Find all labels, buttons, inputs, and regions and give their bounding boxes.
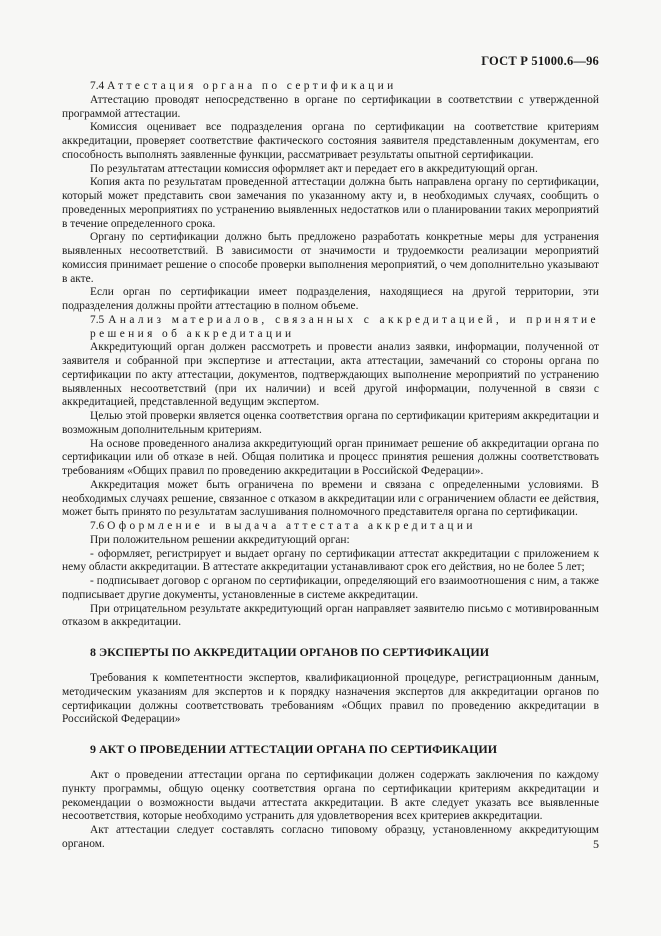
- paragraph: Аттестацию проводят непосредственно в органе по сертификации в соответствии с утвержденной программой аттестации.: [62, 93, 599, 120]
- paragraph: Если орган по сертификации имеет подразделения, находящиеся на другой территории, эти подразделения должны пройти аттестацию в полном объеме.: [62, 286, 599, 312]
- paragraph: Акт о проведении аттестации органа по сертификации должен содержать заключения по каждому пункту программы, общую оценку соответствия органа по сертификации критериям аккредитации и рекомендации о возможности выдачи аттестата аккредитации. В акте следует указать все выявленные несоответствия, которые необходимо устранить для удовлетворения всех критериев аккредитации.: [62, 769, 599, 823]
- subsection-title: Анализ материалов, связанных с аккредитацией, и принятие решения об аккредитации: [90, 313, 599, 340]
- page-number: 5: [593, 837, 599, 851]
- page-content: [62, 80, 599, 852]
- paragraph: Аккредитация может быть ограничена по времени и связана с определенными условиями. В необходимых случаях решение, связанное с отказом в аккредитации или с ограничением области ее действия, может быть принято по результатам заслушивания полномочного представителя органа по сертификации.: [62, 478, 599, 519]
- paragraph: На основе проведенного анализа аккредитующий орган принимает решение об аккредитации органа по сертификации или об отказе в ней. Общая политика и процесс принятия решения должны соответствовать требованиям «Общих правил по проведению аккредитации в Российской Федерации».: [62, 437, 599, 477]
- subsection-7-6-title: [62, 520, 599, 534]
- section-8-heading: 8 ЭКСПЕРТЫ ПО АККРЕДИТАЦИИ ОРГАНОВ ПО СЕРТИФИКАЦИИ: [90, 645, 490, 659]
- subsection-7-4-title: [62, 80, 599, 94]
- paragraph: По результатам аттестации комиссия оформляет акт и передает его в аккредитующий орган.: [90, 162, 538, 175]
- paragraph: При положительном решении аккредитующий орган:: [90, 533, 350, 546]
- paragraph: Копия акта по результатам проведенной аттестации должна быть направлена органу по сертификации, который может представить свои замечания по указанному акту и, в необходимых случаях, сообщить о проведенных мероприятиях по устранению выявленных недостатков или о планировании таких мероприятий в течение определенного срока.: [62, 176, 599, 230]
- subsection-7-5-title: [62, 314, 599, 342]
- paragraph: Комиссия оценивает все подразделения органа по сертификации на соответствие критериям аккредитации, проверяет соответствие фактического состояния заявителя представленным документам, его способность выполнять заявленные функции, рассматривает результаты опытной сертификации.: [62, 121, 599, 161]
- subsection-number: 7.6: [90, 520, 105, 532]
- paragraph: При отрицательном результате аккредитующий орган направляет заявителю письмо с мотивированным отказом в аккредитации.: [62, 602, 599, 629]
- section-9-heading: 9 АКТ О ПРОВЕДЕНИИ АТТЕСТАЦИИ ОРГАНА ПО СЕРТИФИКАЦИИ: [90, 742, 498, 756]
- paragraph: Целью этой проверки является оценка соответствия органа по сертификации критериям аккредитации и возможным дополнительным критериям.: [62, 410, 599, 436]
- paragraph: Требования к компетентности экспертов, квалификационной процедуре, регистрационным данным, методическим указаниям для экспертов и к порядку назначения экспертов для аккредитации органов по сертификации должны соответствовать требованиям «Общих правил по проведению аккредитации в Российской Федерации»: [62, 672, 599, 726]
- list-item: - подписывает договор с органом по сертификации, определяющий его взаимоотношения с ним, а также подписывает другие документы, установленные в системе аккредитации.: [62, 575, 599, 601]
- subsection-number: 7.4: [90, 80, 105, 92]
- paragraph: Органу по сертификации должно быть предложено разработать конкретные меры для устранения выявленных несоответствий. В зависимости от значимости и трудоемкости реализации мероприятий комиссия принимает решение о способе проверки выполнения мероприятий, о чем дополнительно указывают в акте.: [62, 231, 599, 285]
- paragraph: Акт аттестации следует составлять согласно типовому образцу, установленному аккредитующим органом.: [62, 824, 599, 850]
- subsection-title: Аттестация органа по сертификации: [107, 80, 397, 92]
- paragraph: Аккредитующий орган должен рассмотреть и провести анализ заявки, информации, полученной от заявителя и собранной при экспертизе и аттестации, акта аттестации, замечаний со стороны органа по сертификации по акту аттестации, документов, подтверждающих выполнение мероприятий по устранению выявленных несоответствий (при их наличии) и всей другой информации, полученной в связи с аккредитацией, представленной ведущим экспертом.: [62, 341, 599, 409]
- standard-designation: ГОСТ Р 51000.6—96: [481, 54, 599, 68]
- subsection-title: Оформление и выдача аттестата аккредитации: [107, 520, 476, 532]
- list-item: - оформляет, регистрирует и выдает органу по сертификации аттестат аккредитации с приложением к нему области аккредитации. В аттестате аккредитации устанавливают срок его действия, но не более 5 лет;: [62, 547, 599, 574]
- subsection-number: 7.5: [90, 313, 105, 326]
